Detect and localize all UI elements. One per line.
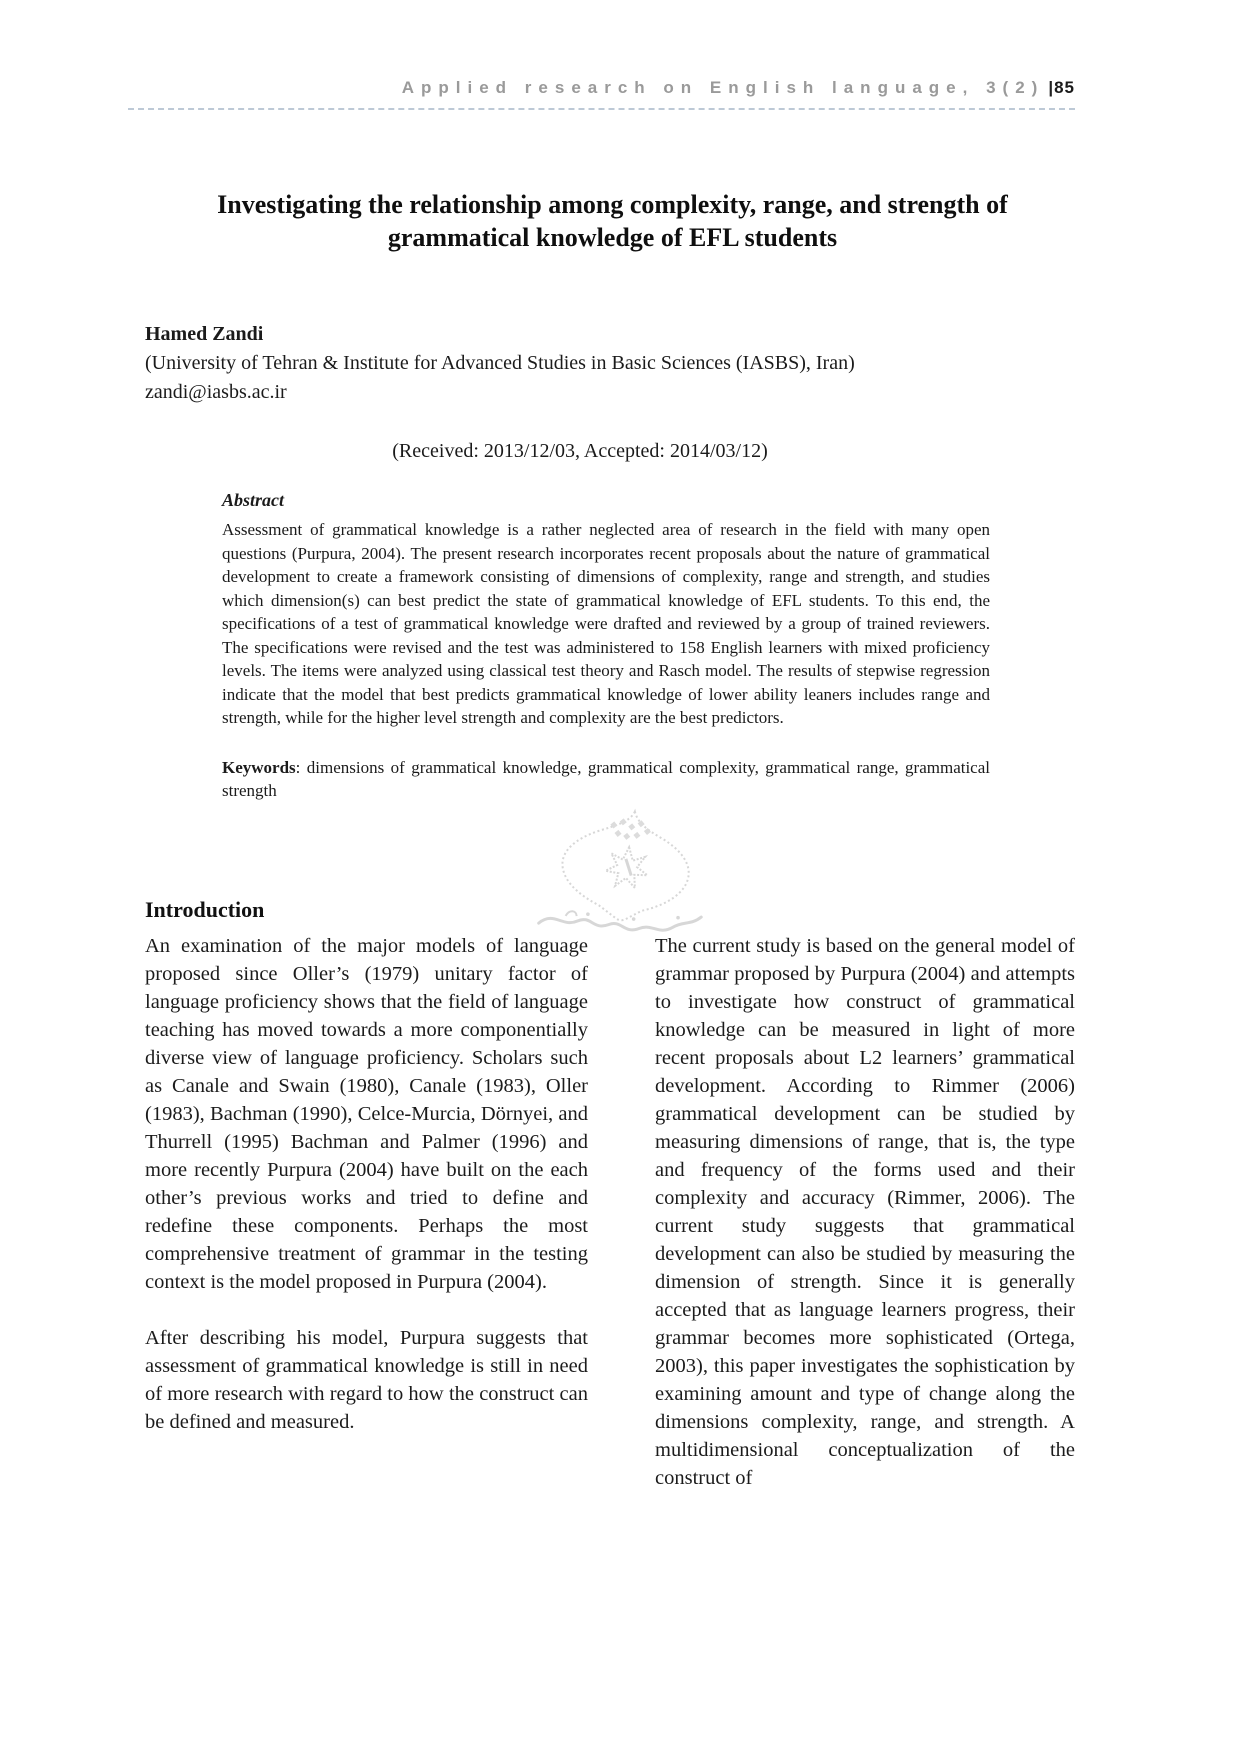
- body-left-column: [145, 896, 588, 1436]
- journal-name: Applied research on English language, 3(2): [401, 78, 1045, 97]
- author-email: zandi@iasbs.ac.ir: [145, 381, 287, 403]
- keywords-text: : dimensions of grammatical knowledge, grammatical complexity, grammatical range, grammatical strength: [222, 757, 990, 800]
- article-title: [150, 188, 1075, 254]
- author-block: [145, 320, 1075, 407]
- left-column-paragraph-2: After describing his model, Purpura suggests that assessment of grammatical knowledge is still in need of more research with regard to how the construct can be defined and measured.: [145, 1327, 588, 1433]
- page-number: 85: [1054, 78, 1075, 97]
- body-right-column: [655, 932, 1075, 1492]
- author-name: Hamed Zandi: [145, 323, 264, 345]
- abstract-section: [222, 490, 990, 803]
- introduction-heading: Introduction: [145, 897, 265, 922]
- keywords-label: Keywords: [222, 757, 296, 777]
- keywords-line: [222, 756, 990, 803]
- header-separator: |: [1048, 78, 1054, 97]
- right-column-paragraph-1: The current study is based on the general model of grammar proposed by Purpura (2004) and attempts to investigate how construct of grammatical knowledge can be measured in light of more recent proposals about L2 learners’ grammatical development. According to Rimmer (2006) grammatical development can be studied by measuring dimensions of range, that is, the type and frequency of the forms used and their complexity and accuracy (Rimmer, 2006). The current study suggests that grammatical development can also be studied by measuring the dimension of strength. Since it is generally accepted that as language learners progress, their grammar becomes more sophisticated (Ortega, 2003), this paper investigates the sophistication by examining amount and type of change along the dimensions complexity, range, and strength. A multidimensional conceptualization of the construct of: [655, 935, 1075, 1489]
- article-title-line-1: Investigating the relationship among complexity, range, and strength of: [217, 190, 1008, 219]
- received-accepted-dates: (Received: 2013/12/03, Accepted: 2014/03/12): [392, 440, 768, 462]
- left-column-paragraph-1: An examination of the major models of language proposed since Oller’s (1979) unitary factor of language proficiency shows that the field of language teaching has moved towards a more componentially diverse view of language proficiency. Scholars such as Canale and Swain (1980), Canale (1983), Oller (1983), Bachman (1990), Celce-Murcia, Dörnyei, and Thurrell (1995) Bachman and Palmer (1996) and more recently Purpura (2004) have built on the each other’s previous works and tried to define and redefine these components. Perhaps the most comprehensive treatment of grammar in the testing context is the model proposed in Purpura (2004).: [145, 935, 588, 1293]
- author-affiliation: (University of Tehran & Institute for Advanced Studies in Basic Sciences (IASBS), Iran): [145, 352, 855, 374]
- abstract-heading: Abstract: [222, 490, 285, 510]
- abstract-text: Assessment of grammatical knowledge is a rather neglected area of research in the field with many open questions (Purpura, 2004). The present research incorporates recent proposals about the nature of grammatical development to create a framework consisting of dimensions of complexity, range and strength, and studies which dimension(s) can best predict the state of grammatical knowledge of EFL students. To this end, the specifications of a test of grammatical knowledge were drafted and reviewed by a group of trained reviewers. The specifications were revised and the test was administered to 158 English learners with mixed proficiency levels. The items were analyzed using classical test theory and Rasch model. The results of stepwise regression indicate that the model that best predicts grammatical knowledge of lower ability leaners includes range and strength, while for the higher level strength and complexity are the best predictors.: [222, 520, 990, 727]
- article-title-line-2: grammatical knowledge of EFL students: [387, 223, 838, 252]
- running-header: [128, 78, 1075, 110]
